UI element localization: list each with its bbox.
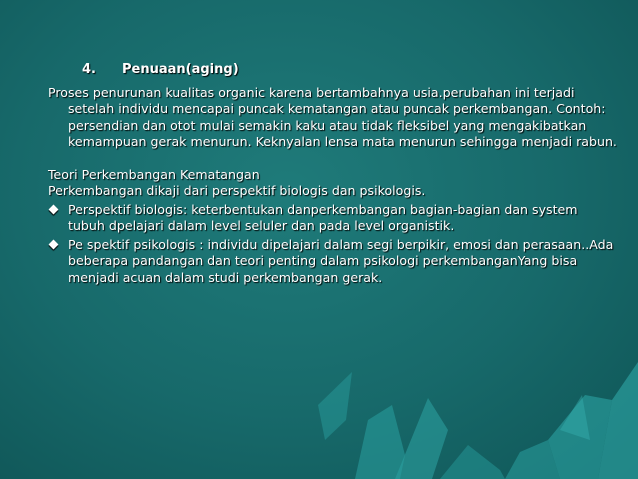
section-title: Teori Perkembangan Kematangan	[48, 166, 260, 182]
bullet-item-psikologis	[48, 237, 618, 287]
bullet-item-biologis	[48, 202, 618, 235]
heading-number: 4.	[82, 62, 96, 77]
heading-title: Penuaan(aging)	[122, 62, 239, 77]
bullet-text: Pe spektif psikologis : individu dipelajari dalam segi berpikir, emosi dan perasaan..Ada beberapa pandangan dan teori penting dalam psikologi perkembanganYang bisa menjadi acuan dalam studi perkembangan gerak.	[68, 236, 614, 285]
bullet-text: Perspektif biologis: keterbentukan danperkembangan bagian-bagian dan system tubuh dpelajari dalam level seluler dan pada level organistik.	[68, 201, 578, 233]
intro-paragraph: Proses penurunan kualitas organic karena bertambahnya usia.perubahan ini terjadi setelah individu mencapai puncak kematangan atau puncak perkembangan. Contoh: persendian dan otot mulai semakin kaku atau tidak fleksibel yang mengakibatkan kemampuan gerak menurun. Keknyalan lensa mata menurun sehingga menjadi rabun.	[48, 84, 617, 149]
slide-content	[48, 62, 618, 286]
diamond-bullet-icon	[49, 204, 59, 214]
spacer	[48, 151, 618, 167]
slide-heading	[82, 62, 618, 79]
diamond-bullet-icon	[49, 239, 59, 249]
section-intro: Perkembangan dikaji dari perspektif biologis dan psikologis.	[48, 183, 426, 198]
